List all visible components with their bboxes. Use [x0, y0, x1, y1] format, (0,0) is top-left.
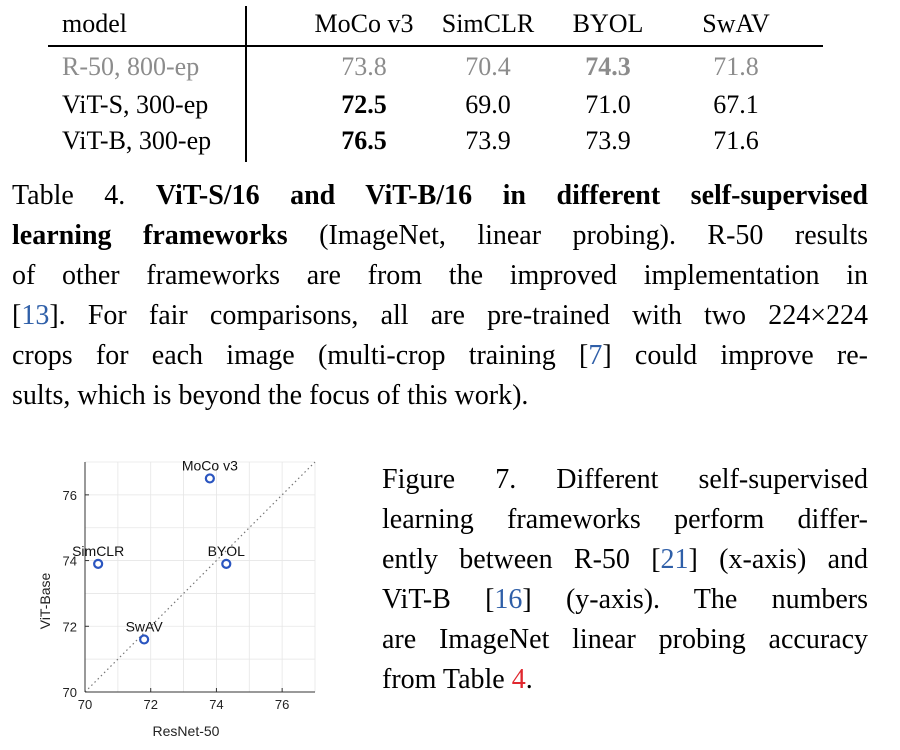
table-row-model: ViT-B, 300-ep — [62, 126, 212, 155]
table-reference-link[interactable]: 4 — [511, 664, 526, 695]
table-cell: 72.5 — [341, 90, 387, 119]
diagonal-line — [85, 462, 315, 692]
table-cell: 71.0 — [585, 90, 631, 119]
col-header-swav: SwAV — [702, 9, 770, 38]
table-cell: 69.0 — [465, 90, 511, 119]
col-header-model: model — [62, 9, 127, 38]
x-tick-label: 70 — [77, 697, 93, 712]
table-vertical-rule — [245, 6, 247, 162]
table-cell: 73.8 — [341, 52, 387, 81]
x-axis-label: ResNet-50 — [152, 723, 220, 739]
citation-link[interactable]: 13 — [21, 300, 50, 331]
figure-caption: Figure 7. Different self-supervised learning frameworks perform differ- ently between R-50 [21] (x-axis) and ViT-B [16] (y-axis). The numbers are ImageNet linear probing accuracy from Table 4. — [382, 464, 869, 695]
x-tick-label: 72 — [143, 697, 158, 712]
citation-link[interactable]: 21 — [660, 544, 689, 575]
table-row-model: ViT-S, 300-ep — [62, 90, 209, 119]
table-header-rule — [48, 45, 823, 47]
x-tick-label: 74 — [209, 697, 224, 712]
x-tick-label: 76 — [274, 697, 290, 712]
table-cell: 73.9 — [585, 126, 631, 155]
point-label: SwAV — [125, 618, 163, 635]
y-tick-label: 70 — [62, 685, 77, 700]
scatter-plot — [0, 440, 340, 750]
caption-label: Table 4. — [12, 180, 126, 211]
table-cell: 67.1 — [713, 90, 759, 119]
caption-text: (ImageNet, linear probing). R-50 results — [319, 220, 869, 251]
col-header-simclr: SimCLR — [441, 9, 535, 38]
caption-text: sults, which is beyond the focus of this work). — [12, 380, 529, 411]
table-cell: 71.6 — [713, 126, 759, 155]
data-point — [140, 635, 148, 643]
table-row-model: R-50, 800-ep — [62, 52, 200, 81]
y-tick-label: 76 — [62, 487, 77, 503]
citation-link[interactable]: 7 — [588, 340, 603, 371]
table-cell: 73.9 — [465, 126, 511, 155]
point-label: BYOL — [207, 542, 245, 559]
table-cell: 74.3 — [585, 52, 631, 81]
col-header-byol: BYOL — [572, 9, 644, 38]
y-tick-label: 72 — [62, 619, 77, 635]
col-header-mocov3: MoCo v3 — [314, 9, 414, 38]
y-tick-label: 74 — [62, 553, 77, 569]
caption-bold-title-cont: learning frameworks — [12, 220, 288, 251]
data-point — [94, 560, 102, 568]
table-caption: Table 4. ViT-S/16 and ViT-B/16 in different self-supervised learning frameworks (ImageNet, linear probing). R-50 results of other frameworks are from the improved implementation in [13]. For fair comparisons, all are pre-trained with two 224×224 crops for each image (multi-crop training [7] could improve re- sults, which is beyond the focus of this work). — [12, 176, 868, 416]
data-point — [206, 474, 214, 482]
caption-bold-title: ViT-S/16 and ViT-B/16 in different self-supervised — [155, 180, 869, 211]
citation-link[interactable]: 16 — [494, 584, 523, 615]
caption-text: of other frameworks are from the improved implementation in — [12, 260, 868, 291]
table-cell: 76.5 — [341, 126, 387, 155]
point-label: SimCLR — [72, 542, 125, 559]
point-label: MoCo v3 — [181, 457, 238, 474]
table-cell: 71.8 — [713, 52, 759, 81]
table-cell: 70.4 — [465, 52, 511, 81]
data-point — [222, 560, 230, 568]
y-axis-label: ViT-Base — [37, 572, 53, 630]
